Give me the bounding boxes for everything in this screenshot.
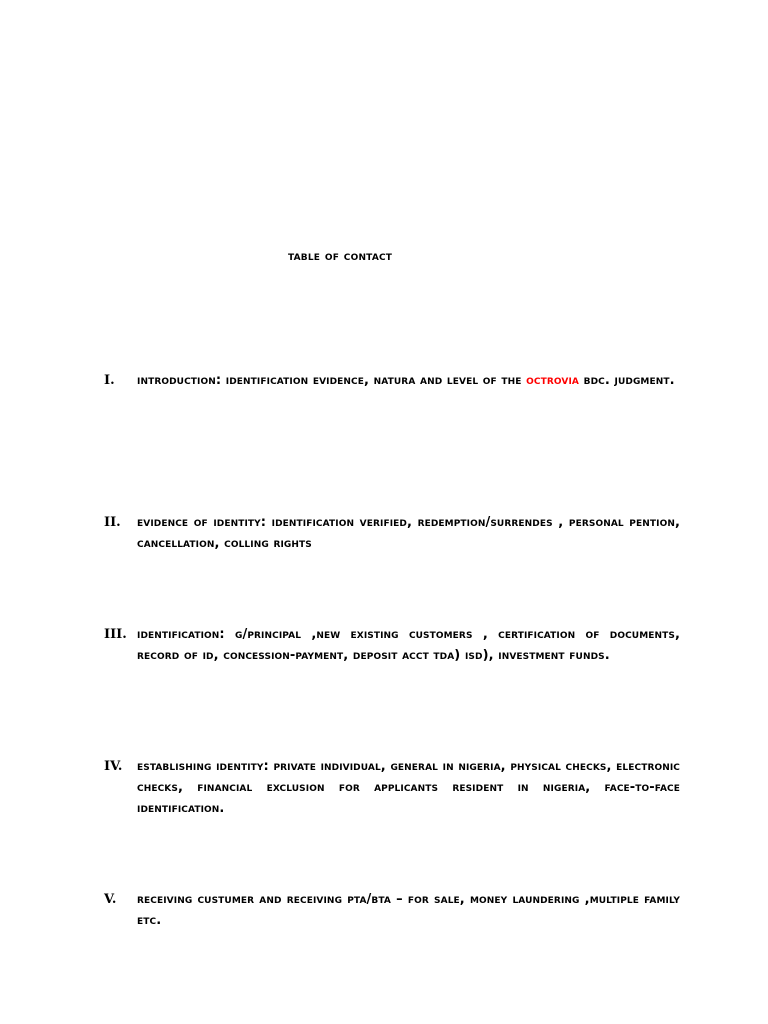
toc-text: identification: g/principal ,new existing customers , certification of documents, record of id, concession-payment, deposit acct tda) isd), investment funds. xyxy=(137,627,680,663)
toc-numeral: I. xyxy=(104,373,115,388)
toc-numeral: III. xyxy=(104,627,127,642)
toc-text xyxy=(137,370,680,391)
toc-text: establishing identity: private individual, general in nigeria, physical checks, electronic checks, financial exclusion for applicants resident in nigeria, face-to-face identification. xyxy=(137,759,681,816)
toc-numeral: V. xyxy=(104,892,117,907)
page-title: table of contact xyxy=(288,249,393,264)
toc-highlight-octrovia: octrovia xyxy=(526,373,579,388)
toc-numeral: IV. xyxy=(104,759,123,774)
toc-text-before: introduction: identification evidence, natura and level of the xyxy=(137,373,527,388)
toc-text-after: bdc. judgment. xyxy=(578,373,675,388)
toc-text: evidence of identity: identification verified, redemption/surrendes , personal pention, cancellation, colling rights xyxy=(137,515,680,551)
toc-numeral: II. xyxy=(104,515,121,530)
toc-text: receiving custumer and receiving pta/bta – for sale, money laundering ,multiple family etc. xyxy=(137,892,680,928)
